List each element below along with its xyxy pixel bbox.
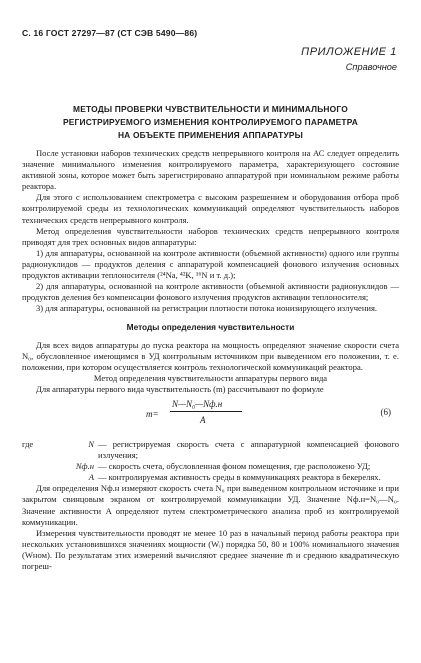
formula-number: (6) [380,406,391,417]
appendix-title: ПРИЛОЖЕНИЕ 1 [301,46,397,58]
definition-symbol: A [88,472,94,483]
fraction-bar [170,411,242,412]
definition-symbol: Nф.н [75,461,94,472]
definition-text: — скорость счета, обусловленная фоном помещения, где расположено УД; [98,461,371,472]
paragraph-8: Метод определения чувствительности аппаратуры первого вида [93,372,328,383]
definitions-list [22,439,399,483]
definition-text: — регистрируемая скорость счета с аппаратурной компенсацией фонового излучения; [98,438,399,461]
subsection-title: Методы определения чувствительности [126,322,295,333]
formula-lhs: m= [146,408,159,419]
paragraph-4: 1) для аппаратуры, основанной на контроле активности (объемной активности) одного или группы радионуклидов — продуктов деления с аппаратурой компенсацией фонового излучения основных продуктов активации теплоносителя (²⁴Na, ⁴²K, ¹⁶N и т. д.); [22,247,399,281]
paragraph-9: Для аппаратуры первого вида чувствительность (m) рассчитывают по формуле [36,383,324,394]
paragraph-3: Метод определения чувствительности наборов технических средств непрерывного контроля приводят для трех основных видов аппаратуры: [22,225,399,247]
formula-6 [22,399,399,433]
where-label: где [22,438,34,449]
paragraph-10: Для определения Nф.н измеряют скорость счета N₀ при выведенном контрольном источнике и при закрытом свинцовым экраном от контролируемой коммуникации УД. Значение Nф.н=N₀—N₀. Значение активности A определяют путем спектрометрического анализа проб из контролируемой коммуникации. [22,483,399,527]
paragraph-1: После установки наборов технических средств непрерывного контроля на АС следует определить значение минимального изменения контролируемого параметра, характеризующего состояние активной зоны, которое может быть зарегистрировано аппаратурой при номинальном режиме работы реактора. [22,148,399,192]
formula-numerator: N—N₀—Nф.н [172,398,223,409]
running-header: С. 16 ГОСТ 27297—87 (СТ СЭВ 5490—86) [22,28,198,38]
section-title [40,103,381,143]
paragraph-2: Для этого с использованием спектрометра с высоким разрешением и оборудования отбора проб контролируемой среды из технологических коммуникаций определяют чувствительность наборов технических средств непрерывного контроля. [22,192,399,225]
formula-denominator: A [200,414,206,425]
appendix-block [301,46,397,72]
paragraph-6: 3) для аппаратуры, основанной на регистрации плотности потока ионизирующего излучения. [36,303,378,314]
definition-row [22,461,399,472]
paragraph-11: Измерения чувствительности проводят не менее 10 раз в начальный период работы реактора при нескольких установившихся значениях мощности (Wᵢ) порядка 50, 80 и 100% номинального значения (Wном). По результатам этих измерений вычисляют среднее значение m̄ и среднюю квадратическую погреш- [22,527,399,571]
definition-symbol: N [88,438,94,449]
definition-row [22,439,399,461]
definition-row [22,472,399,483]
definition-text: — контролируемая активность среды в коммуникациях реактора в бекерелях. [98,472,381,483]
paragraph-5: 2) для аппаратуры, основанной на контроле активности (объемной активности радионуклидов — продуктов деления без компенсации фонового излучения продуктов активации теплоносителя; [22,281,399,303]
paragraph-7: Для всех видов аппаратуры до пуска реактора на мощность определяют значение скорости счета N₀, обусловленное имеющимся в УД контрольным источником при выведенном его положении, т. е. положении, при котором осуществляется контроль технологической коммуникаций реактора. [22,339,399,372]
appendix-type: Справочное [345,62,397,72]
section-title-line-3: НА ОБЪЕКТЕ ПРИМЕНЕНИЯ АППАРАТУРЫ [117,130,304,141]
document-body [22,148,399,572]
section-title-line-1: МЕТОДЫ ПРОВЕРКИ ЧУВСТВИТЕЛЬНОСТИ И МИНИМАЛЬНОГО [73,104,348,114]
section-title-line-2: РЕГИСТРИРУЕМОГО ИЗМЕНЕНИЯ КОНТРОЛИРУЕМОГО ПАРАМЕТРА [62,117,359,128]
